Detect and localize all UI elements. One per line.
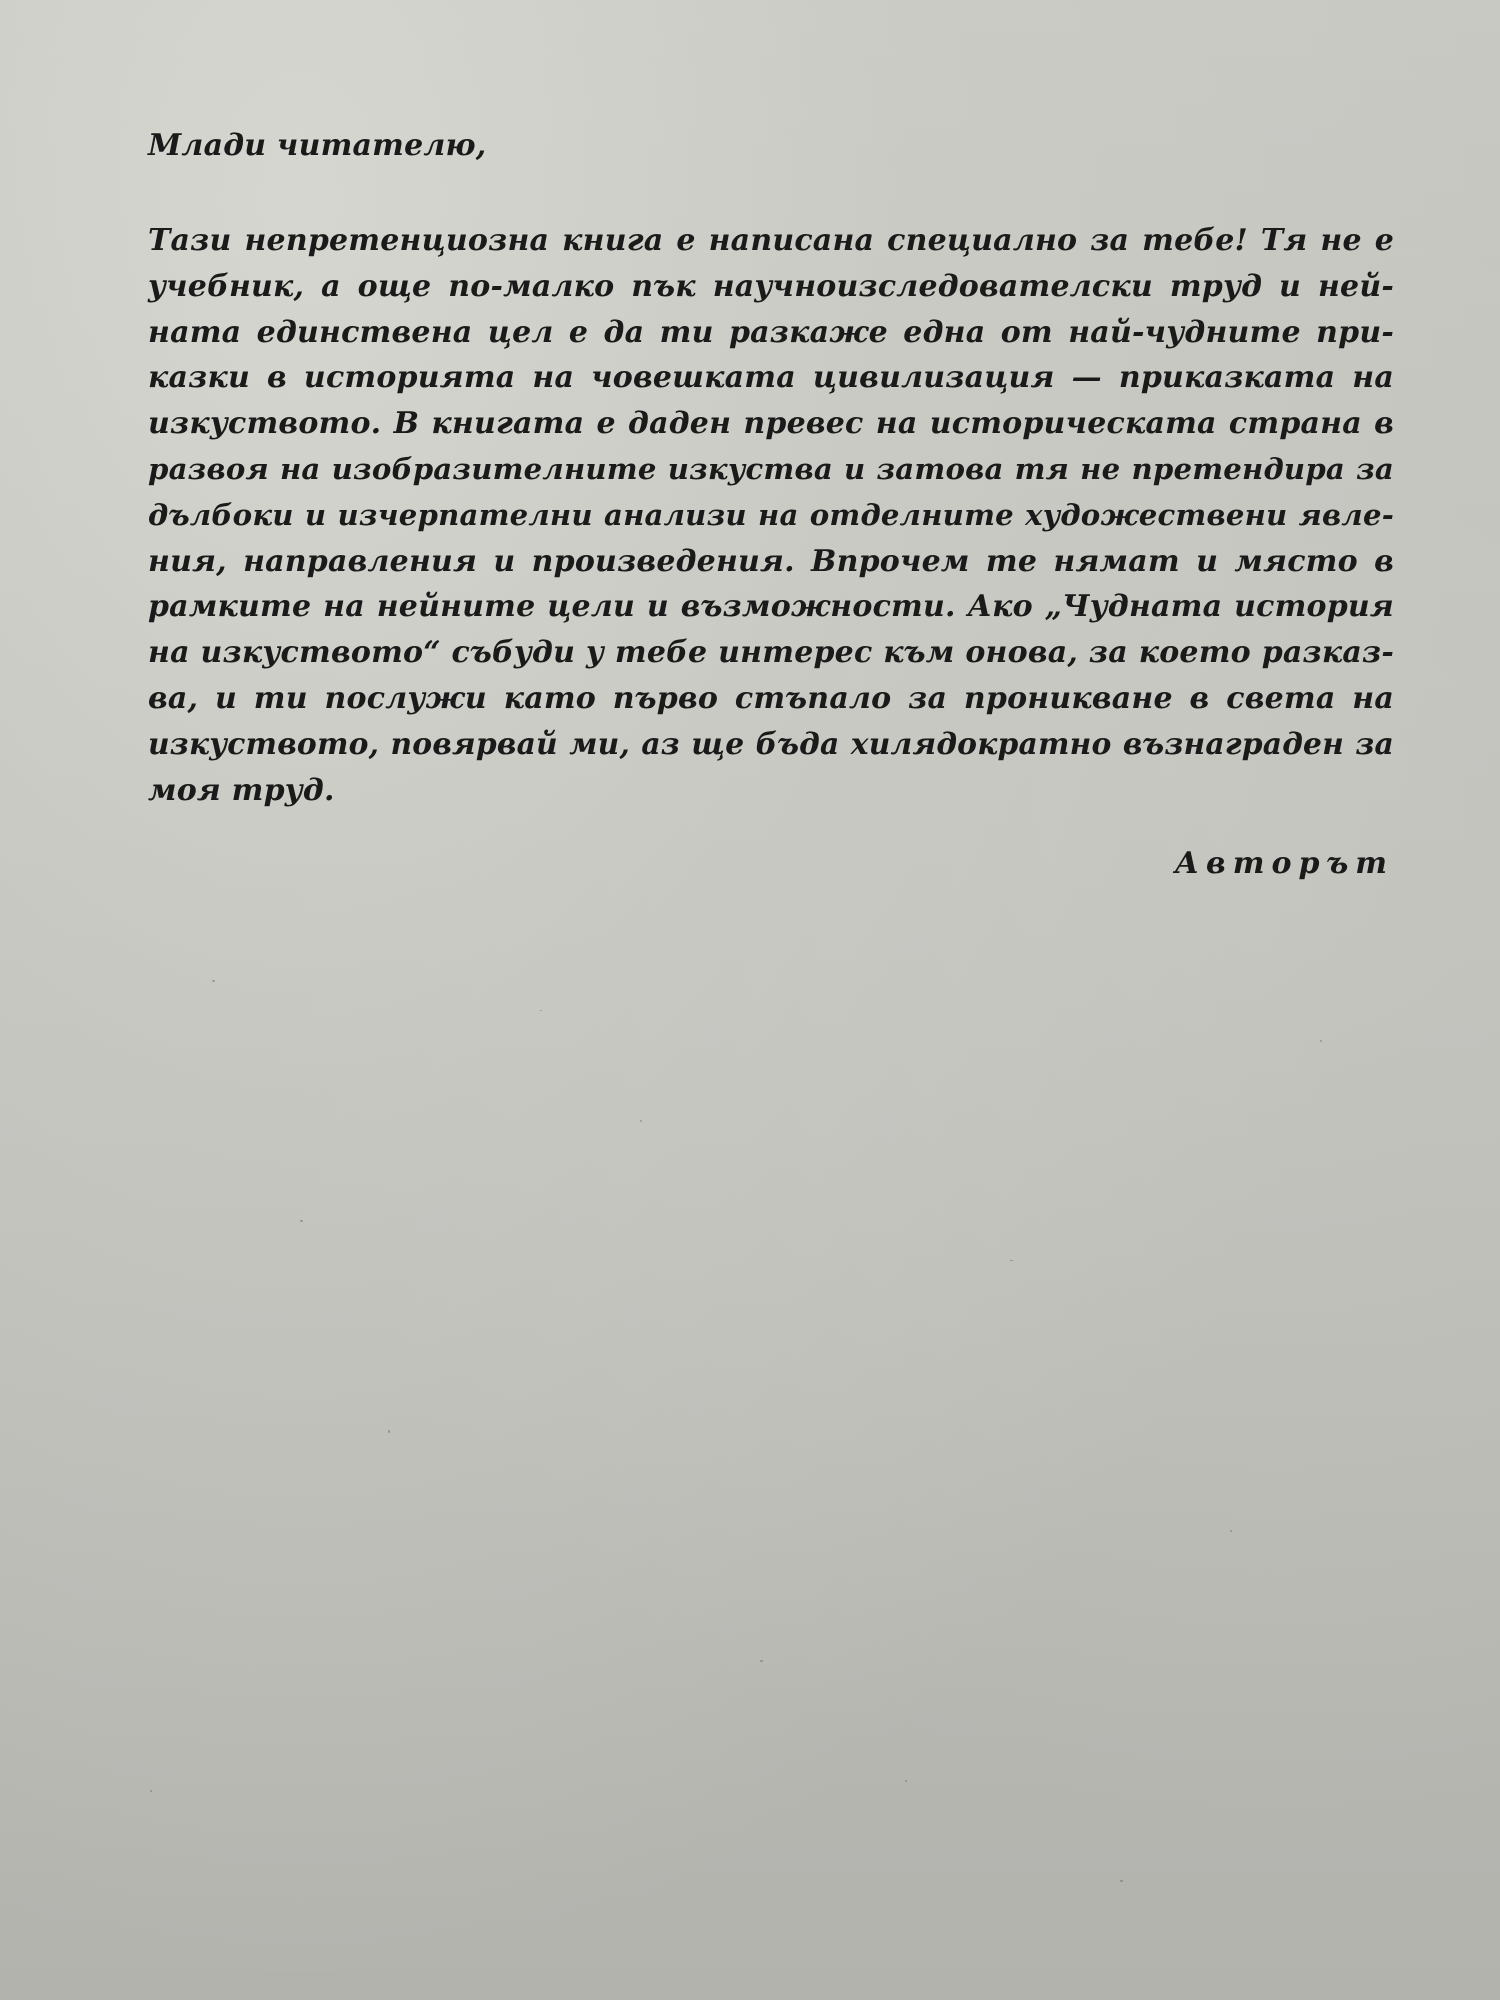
paper-speck: [300, 1220, 303, 1222]
paper-speck: [150, 1790, 152, 1792]
paper-speck: [212, 980, 215, 982]
paragraph-line: развоя на изобразителните изкуства и затова тя не претендира за: [148, 451, 1394, 486]
paragraph-line: ната единствена цел е да ти разкаже една от най-чудните при-: [148, 314, 1394, 350]
paper-speck: [1320, 1040, 1322, 1042]
paper-speck: [540, 1010, 542, 1011]
paper-speck: [388, 1430, 390, 1433]
paragraph-line: рамките на нейните цели и възможности. Ако „Чудната история: [148, 589, 1394, 625]
paragraph-line: дълбоки и изчерпателни анализи на отделните художествени явле-: [148, 497, 1394, 532]
paragraph-line: ния, направления и произведения. Впрочем те нямат и място в: [148, 543, 1394, 579]
paper-speck: [905, 1780, 907, 1782]
paragraph-line: на изкуството“ събуди у тебе интерес към онова, за което разказ-: [148, 635, 1394, 671]
greeting: Млади читателю,: [148, 128, 487, 163]
author-signature: Авторът: [1174, 846, 1394, 881]
paper-speck: [1010, 1260, 1013, 1261]
paragraph-line: изкуството, повярвай ми, аз ще бъда хилядократно възнаграден за: [148, 726, 1394, 762]
paragraph-line: моя труд.: [148, 772, 335, 808]
foreword-paragraph: [148, 218, 1394, 813]
paragraph-line: изкуството. В книгата е даден превес на историческата страна в: [148, 406, 1394, 442]
paragraph-line: ва, и ти послужи като първо стъпало за проникване в света на: [148, 680, 1394, 716]
paper-speck: [640, 1120, 642, 1122]
paragraph-line: учебник, а още по-малко пък научноизследователски труд и ней-: [148, 268, 1394, 304]
paper-speck: [760, 1660, 763, 1662]
paper-speck: [1230, 1530, 1232, 1532]
paragraph-line: казки в историята на човешката цивилизация — приказката на: [148, 360, 1394, 396]
paper-speck: [1120, 1880, 1123, 1882]
paragraph-line: Тази непретенциозна книга е написана специално за тебе! Тя не е: [148, 223, 1394, 258]
